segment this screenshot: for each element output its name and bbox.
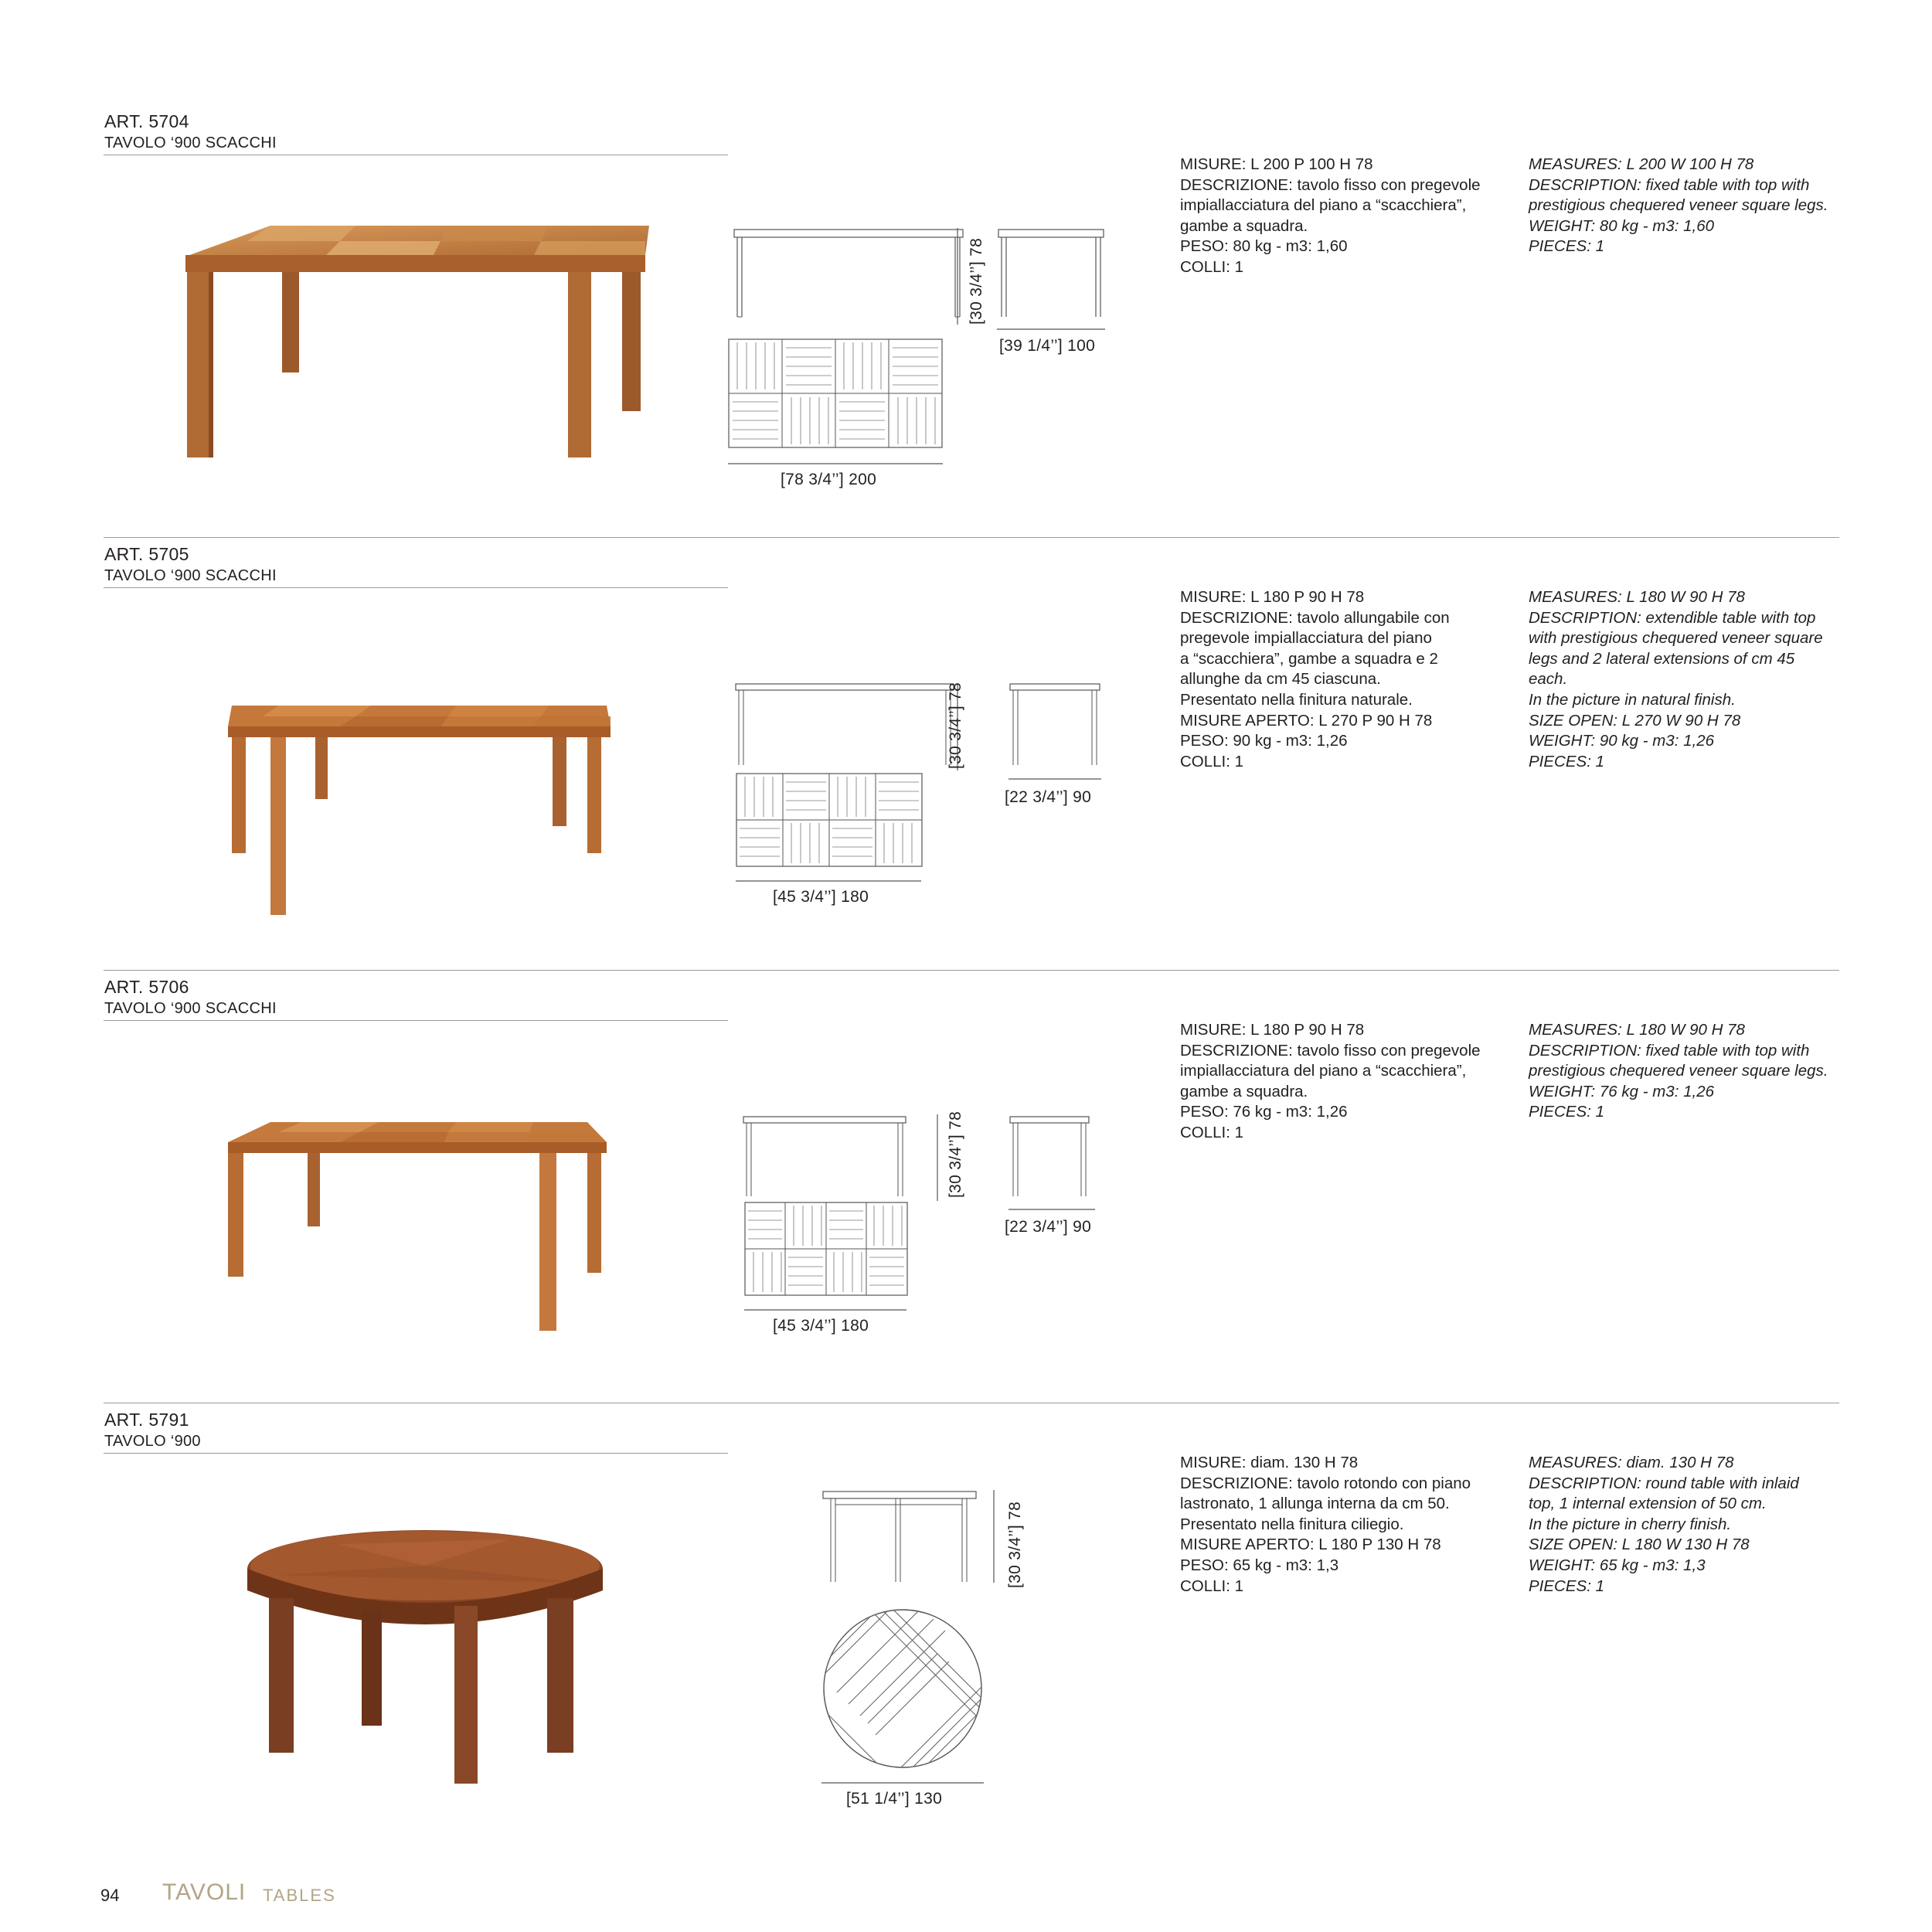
dim-height-line [935, 1114, 940, 1201]
spec-line: each. [1529, 670, 1568, 689]
spec-line: a “scacchiera”, gambe a squadra e 2 [1180, 649, 1438, 668]
spec-line: legs and 2 lateral extensions of cm 45 [1529, 649, 1795, 668]
title-rule [104, 587, 728, 588]
product-photo [246, 1529, 617, 1791]
spec-line: prestigious chequered veneer square legs. [1529, 196, 1828, 215]
spec-line: COLLI: 1 [1180, 1577, 1244, 1595]
spec-line: PIECES: 1 [1529, 237, 1604, 256]
spec-line: impiallacciatura del piano a “scacchiera”, [1180, 1062, 1467, 1080]
product-subtitle: TAVOLO ‘900 SCACCHI [104, 134, 277, 151]
spec-line: MISURE APERTO: L 270 P 90 H 78 [1180, 711, 1433, 730]
dim-length: [78 3/4’’] 200 [781, 471, 877, 488]
dim-depth-line [997, 328, 1105, 331]
spec-line: In the picture in cherry finish. [1529, 1515, 1732, 1533]
dim-length: [45 3/4’’] 180 [773, 888, 869, 906]
product-5706 [0, 866, 1932, 1335]
spec-english [1529, 587, 1853, 772]
spec-line: gambe a squadra. [1180, 1082, 1308, 1100]
spec-line: SIZE OPEN: L 270 W 90 H 78 [1529, 711, 1741, 730]
product-subtitle: TAVOLO ‘900 SCACCHI [104, 1000, 277, 1017]
dim-height: [30 3/4’’] 78 [947, 682, 964, 769]
spec-line: MEASURES: L 200 W 100 H 78 [1529, 155, 1754, 173]
dim-depth-line [1009, 777, 1101, 781]
dim-depth-line [1009, 1208, 1095, 1211]
category-title: TAVOLI [162, 1879, 247, 1905]
dim-depth: [39 1/4’’] 100 [999, 337, 1096, 355]
dim-height: [30 3/4’’] 78 [1006, 1501, 1024, 1588]
elevation-front [726, 224, 974, 325]
spec-line: gambe a squadra. [1180, 216, 1308, 235]
spec-line: DESCRIZIONE: tavolo fisso con pregevole [1180, 175, 1481, 194]
elevation-front [742, 1113, 958, 1204]
spec-line: PESO: 76 kg - m3: 1,26 [1180, 1103, 1348, 1121]
product-subtitle: TAVOLO ‘900 SCACCHI [104, 567, 277, 584]
spec-line: MISURE APERTO: L 180 P 130 H 78 [1180, 1536, 1441, 1554]
spec-line: WEIGHT: 76 kg - m3: 1,26 [1529, 1082, 1714, 1100]
section-divider [104, 970, 1839, 971]
page-number: 94 [100, 1886, 120, 1905]
spec-line: DESCRIPTION: round table with inlaid [1529, 1474, 1799, 1492]
top-plan-chequered [744, 1202, 910, 1298]
spec-line: WEIGHT: 80 kg - m3: 1,60 [1529, 216, 1714, 235]
spec-line: DESCRIZIONE: tavolo rotondo con piano [1180, 1474, 1471, 1492]
dim-height: [30 3/4’’] 78 [968, 237, 985, 325]
spec-italian [1180, 1453, 1520, 1597]
title-rule [104, 1020, 728, 1021]
spec-line: MEASURES: L 180 W 90 H 78 [1529, 588, 1745, 606]
spec-english [1529, 1020, 1853, 1123]
spec-line: prestigious chequered veneer square legs. [1529, 1062, 1828, 1080]
spec-line: impiallacciatura del piano a “scacchiera”, [1180, 196, 1467, 215]
article-number: ART. 5705 [104, 544, 189, 564]
dim-height: [30 3/4’’] 78 [947, 1111, 964, 1198]
product-5705 [0, 433, 1932, 906]
article-number: ART. 5791 [104, 1410, 189, 1430]
dim-height-line [955, 228, 960, 325]
spec-line: allunghe da cm 45 ciascuna. [1180, 670, 1381, 689]
spec-line: WEIGHT: 90 kg - m3: 1,26 [1529, 732, 1714, 750]
spec-english [1529, 155, 1853, 257]
spec-line: MEASURES: L 180 W 90 H 78 [1529, 1021, 1745, 1039]
spec-line: lastronato, 1 allunga interna da cm 50. [1180, 1495, 1450, 1513]
spec-line: Presentato nella finitura ciliegio. [1180, 1515, 1404, 1533]
product-subtitle: TAVOLO ‘900 [104, 1433, 201, 1450]
dim-diam-line [821, 1781, 984, 1784]
spec-line: COLLI: 1 [1180, 1123, 1244, 1141]
spec-line: WEIGHT: 65 kg - m3: 1,3 [1529, 1556, 1706, 1574]
spec-line: DESCRIPTION: fixed table with top with [1529, 1041, 1810, 1060]
spec-line: MISURE: L 180 P 90 H 78 [1180, 1021, 1365, 1039]
spec-line: SIZE OPEN: L 180 W 130 H 78 [1529, 1536, 1750, 1554]
elevation-front [734, 680, 966, 773]
product-5704 [0, 0, 1932, 488]
dim-height-line [992, 1490, 996, 1583]
title-rule [104, 1453, 728, 1454]
spec-line: DESCRIZIONE: tavolo fisso con pregevole [1180, 1041, 1481, 1060]
dim-length: [45 3/4’’] 180 [773, 1317, 869, 1335]
spec-line: MEASURES: diam. 130 H 78 [1529, 1454, 1734, 1471]
spec-line: In the picture in natural finish. [1529, 690, 1736, 709]
elevation-side [1009, 680, 1109, 773]
section-divider [104, 537, 1839, 538]
elevation-side [997, 224, 1121, 325]
spec-line: PESO: 90 kg - m3: 1,26 [1180, 732, 1348, 750]
spec-line: top, 1 internal extension of 50 cm. [1529, 1495, 1767, 1513]
spec-line: PIECES: 1 [1529, 752, 1604, 770]
spec-line: DESCRIPTION: fixed table with top with [1529, 175, 1810, 194]
spec-italian [1180, 1020, 1520, 1144]
article-number: ART. 5704 [104, 111, 189, 131]
article-number: ART. 5706 [104, 977, 189, 997]
spec-line: PESO: 80 kg - m3: 1,60 [1180, 237, 1348, 256]
spec-line: DESCRIPTION: extendible table with top [1529, 608, 1816, 627]
spec-line: PESO: 65 kg - m3: 1,3 [1180, 1556, 1339, 1574]
dim-diameter: [51 1/4’’] 130 [846, 1790, 943, 1808]
spec-line: COLLI: 1 [1180, 257, 1244, 276]
elevation-side [1009, 1113, 1109, 1204]
category-title-en: TABLES [263, 1886, 336, 1905]
elevation-front [821, 1488, 984, 1588]
spec-line: DESCRIZIONE: tavolo allungabile con [1180, 608, 1450, 627]
top-plan-round [821, 1607, 984, 1770]
spec-line: COLLI: 1 [1180, 752, 1244, 770]
spec-line: with prestigious chequered veneer square [1529, 629, 1823, 648]
spec-line: MISURE: L 180 P 90 H 78 [1180, 588, 1365, 606]
spec-line: pregevole impiallacciatura del piano [1180, 629, 1432, 648]
spec-line: PIECES: 1 [1529, 1103, 1604, 1121]
spec-line: MISURE: L 200 P 100 H 78 [1180, 155, 1373, 173]
spec-italian [1180, 587, 1520, 772]
spec-line: Presentato nella finitura naturale. [1180, 690, 1413, 709]
dim-depth: [22 3/4’’] 90 [1005, 788, 1092, 806]
spec-line: PIECES: 1 [1529, 1577, 1604, 1595]
product-5791 [0, 1298, 1932, 1808]
spec-line: MISURE: diam. 130 H 78 [1180, 1454, 1359, 1471]
dim-depth: [22 3/4’’] 90 [1005, 1218, 1092, 1236]
top-plan-chequered [736, 773, 924, 869]
spec-italian [1180, 155, 1520, 278]
spec-english [1529, 1453, 1853, 1597]
